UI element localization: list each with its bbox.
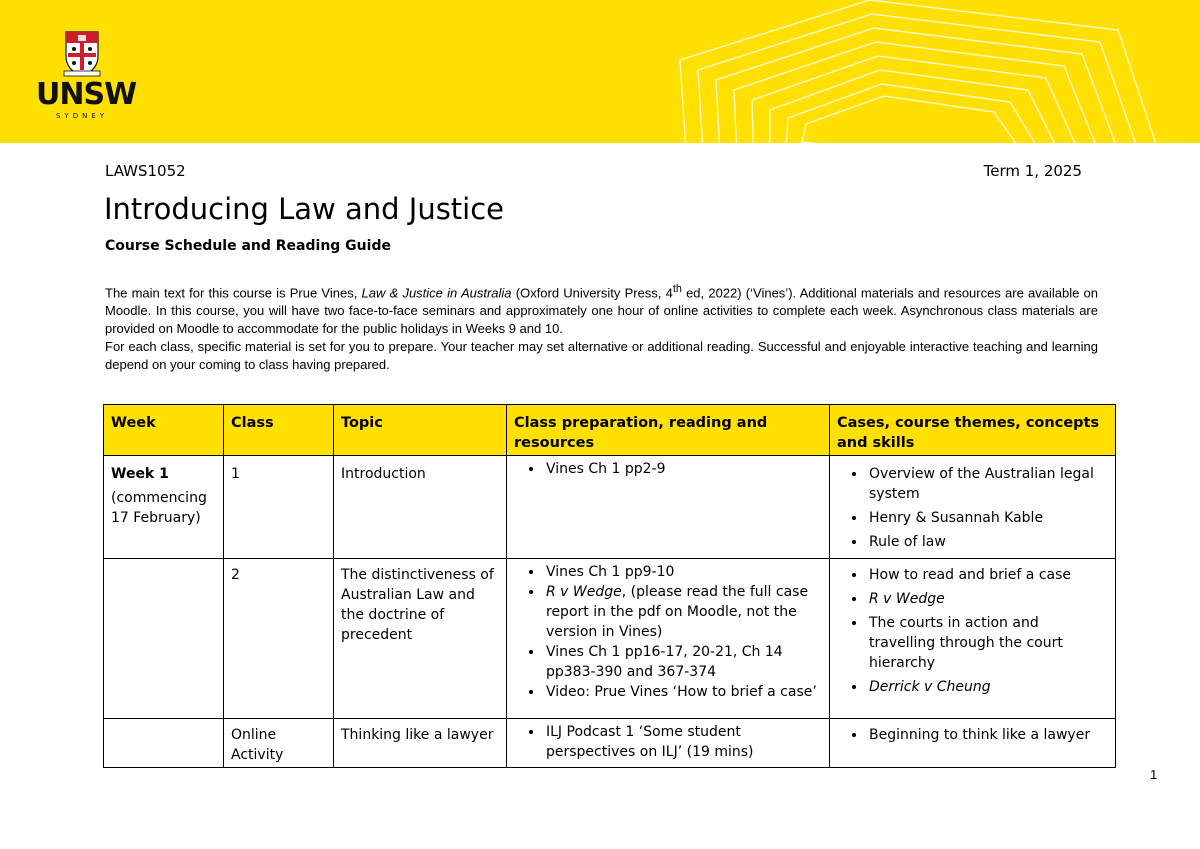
list-item: • Overview of the Australian legal system bbox=[867, 464, 1108, 504]
list-item: • Henry & Susannah Kable bbox=[867, 508, 1108, 528]
week-cell bbox=[104, 559, 224, 719]
topic-cell: Introduction bbox=[334, 456, 507, 559]
list-item bbox=[867, 677, 1108, 697]
preparation-cell bbox=[507, 559, 830, 719]
intro-paragraph-1: The main text for this course is Prue Vines, Law & Justice in Australia (Oxford University Press, 4th ed, 2022) (‘Vines’). Additional materials and resources are available on Moodle. In this course, you will have two face-to-face seminars and approximately one hour of online activities to complete each week. Asynchronous class materials are provided on Moodle to accommodate for the public holidays in Weeks 9 and 10. bbox=[105, 283, 1099, 337]
list-item: • The courts in action and travelling through the court hierarchy bbox=[867, 613, 1108, 673]
intro-paragraph-2: For each class, specific material is set for you to prepare. Your teacher may set alternative or additional reading. Successful and enjoyable interactive teaching and learning depend on your coming to class having prepared. bbox=[105, 339, 1098, 373]
table-header-row bbox=[104, 405, 1116, 456]
list-item: • Vines Ch 1 pp2-9 bbox=[544, 459, 822, 479]
week-note: (commencing 17 February) bbox=[111, 490, 207, 526]
list-item: • Rule of law bbox=[867, 532, 1108, 552]
page-subtitle: Course Schedule and Reading Guide bbox=[105, 238, 391, 254]
intro-text bbox=[105, 280, 1098, 374]
list-item: • Vines Ch 1 pp16-17, 20-21, Ch 14 pp383-390 and 367-374 bbox=[544, 642, 822, 682]
themes-cell bbox=[830, 719, 1116, 768]
list-item: • ILJ Podcast 1 ‘Some student perspectives on ILJ’ (19 mins) bbox=[544, 722, 822, 762]
class-cell: Online Activity bbox=[224, 719, 334, 768]
list-item: • Beginning to think like a lawyer bbox=[867, 725, 1108, 745]
textbook-title: Law & Justice in Australia bbox=[361, 285, 512, 301]
page-title: Introducing Law and Justice bbox=[104, 192, 505, 226]
header-cases-themes: Cases, course themes, concepts and skills bbox=[830, 405, 1116, 456]
case-name: R v Wedge bbox=[869, 591, 945, 607]
unsw-logo bbox=[36, 22, 137, 126]
list-item: • How to read and brief a case bbox=[867, 565, 1108, 585]
list-item: • Video: Prue Vines ‘How to brief a case’ bbox=[544, 682, 822, 702]
university-city: SYDNEY bbox=[55, 112, 109, 120]
topic-cell: Thinking like a lawyer bbox=[334, 719, 507, 768]
preparation-cell bbox=[507, 456, 830, 559]
table-row bbox=[104, 456, 1116, 559]
topic-cell: The distinctiveness of Australian Law and the doctrine of precedent bbox=[334, 559, 507, 719]
preparation-cell bbox=[507, 719, 830, 768]
week-cell bbox=[104, 719, 224, 768]
table-row bbox=[104, 719, 1116, 768]
page-number: 1 bbox=[1150, 767, 1158, 782]
header-banner bbox=[0, 0, 1200, 143]
list-item: • Vines Ch 1 pp9-10 bbox=[544, 562, 822, 582]
list-item bbox=[867, 589, 1108, 609]
case-name: Derrick v Cheung bbox=[869, 679, 991, 695]
course-code: LAWS1052 bbox=[105, 162, 186, 180]
university-crest-icon bbox=[62, 22, 102, 78]
header-class: Class bbox=[224, 405, 334, 456]
university-name: UNSW bbox=[36, 77, 137, 112]
list-item: • R v Wedge, (please read the full case report in the pdf on Moodle, not the version in Vines) bbox=[544, 582, 822, 642]
course-schedule-table bbox=[103, 404, 1116, 768]
class-cell: 1 bbox=[224, 456, 334, 559]
case-name: R v Wedge bbox=[546, 584, 622, 600]
header-class-preparation: Class preparation, reading and resources bbox=[507, 405, 830, 456]
header-week: Week bbox=[104, 405, 224, 456]
themes-cell bbox=[830, 559, 1116, 719]
week-cell bbox=[104, 456, 224, 559]
themes-cell bbox=[830, 456, 1116, 559]
table-row bbox=[104, 559, 1116, 719]
week-title: Week 1 bbox=[111, 466, 169, 482]
header-topic: Topic bbox=[334, 405, 507, 456]
class-cell: 2 bbox=[224, 559, 334, 719]
decorative-pentagon-pattern bbox=[0, 0, 1200, 143]
course-term: Term 1, 2025 bbox=[983, 162, 1082, 180]
